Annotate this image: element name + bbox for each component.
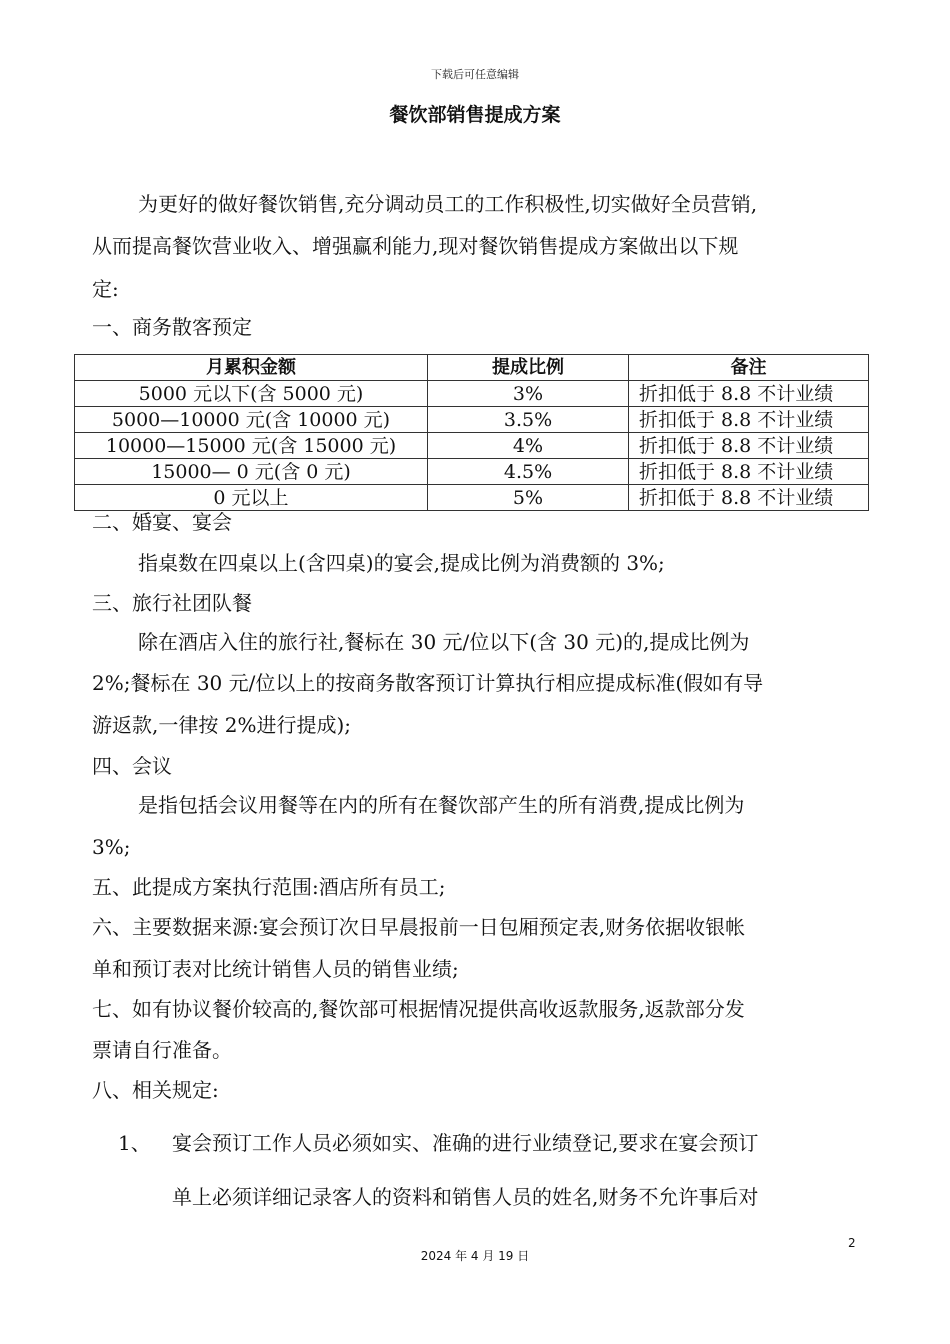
section-4-line-1: 是指包括会议用餐等在内的所有在餐饮部产生的所有消费,提成比例为 (138, 793, 745, 817)
section-6-line-1: 六、主要数据来源:宴会预订次日早晨报前一日包厢预定表,财务依据收银帐 (92, 915, 746, 939)
cell-rate: 3.5% (428, 407, 629, 433)
section-8-heading: 八、相关规定: (92, 1078, 219, 1102)
intro-line-1: 为更好的做好餐饮销售,充分调动员工的工作积极性,切实做好全员营销, (138, 192, 758, 216)
cell-amount: 0 元以上 (75, 485, 428, 511)
page-number: 2 (848, 1236, 856, 1250)
section-7-line-1: 七、如有协议餐价较高的,餐饮部可根据情况提供高收返款服务,返款部分发 (92, 997, 745, 1021)
table-row (75, 407, 869, 433)
table-row (75, 381, 869, 407)
cell-rate: 4% (428, 433, 629, 459)
commission-table (74, 354, 869, 511)
section-3-heading: 三、旅行社团队餐 (92, 591, 252, 615)
section-6-line-2: 单和预订表对比统计销售人员的销售业绩; (92, 957, 459, 981)
section-2-heading: 二、婚宴、宴会 (92, 510, 232, 534)
cell-amount: 10000—15000 元(含 15000 元) (75, 433, 428, 459)
section-3-line-3: 游返款,一律按 2%进行提成); (92, 713, 351, 737)
cell-amount: 15000— 0 元(含 0 元) (75, 459, 428, 485)
intro-line-2: 从而提高餐饮营业收入、增强赢利能力,现对餐饮销售提成方案做出以下规 (92, 234, 739, 258)
cell-remark: 折扣低于 8.8 不计业绩 (629, 459, 869, 485)
section-7-line-2: 票请自行准备。 (92, 1038, 232, 1062)
cell-remark: 折扣低于 8.8 不计业绩 (629, 433, 869, 459)
section-4-line-2: 3%; (92, 835, 131, 859)
section-3-line-2: 2%;餐标在 30 元/位以上的按商务散客预订计算执行相应提成标准(假如有导 (92, 671, 764, 695)
section-3-line-1: 除在酒店入住的旅行社,餐标在 30 元/位以下(含 30 元)的,提成比例为 (138, 630, 750, 654)
cell-rate: 3% (428, 381, 629, 407)
cell-rate: 4.5% (428, 459, 629, 485)
header-remark: 备注 (629, 355, 869, 381)
cell-remark: 折扣低于 8.8 不计业绩 (629, 381, 869, 407)
cell-amount: 5000 元以下(含 5000 元) (75, 381, 428, 407)
intro-line-3: 定: (92, 277, 119, 301)
table-row (75, 459, 869, 485)
document-title: 餐饮部销售提成方案 (389, 104, 561, 126)
cell-remark: 折扣低于 8.8 不计业绩 (629, 407, 869, 433)
rule-1-number: 1、 (118, 1131, 151, 1155)
cell-remark: 折扣低于 8.8 不计业绩 (629, 485, 869, 511)
section-1-heading: 一、商务散客预定 (92, 315, 252, 339)
rule-1-line-2: 单上必须详细记录客人的资料和销售人员的姓名,财务不允许事后对 (172, 1185, 759, 1209)
header-note: 下载后可任意编辑 (431, 68, 519, 81)
table-header-row (75, 355, 869, 381)
footer-date: 2024 年 4 月 19 日 (420, 1249, 530, 1263)
section-5-heading: 五、此提成方案执行范围:酒店所有员工; (92, 875, 446, 899)
section-4-heading: 四、会议 (92, 754, 172, 778)
section-2-body: 指桌数在四桌以上(含四桌)的宴会,提成比例为消费额的 3%; (138, 551, 665, 575)
table-row (75, 433, 869, 459)
cell-amount: 5000—10000 元(含 10000 元) (75, 407, 428, 433)
header-commission-rate: 提成比例 (428, 355, 629, 381)
table-row (75, 485, 869, 511)
cell-rate: 5% (428, 485, 629, 511)
header-monthly-amount: 月累积金额 (75, 355, 428, 381)
rule-1-line-1: 宴会预订工作人员必须如实、准确的进行业绩登记,要求在宴会预订 (172, 1131, 759, 1155)
